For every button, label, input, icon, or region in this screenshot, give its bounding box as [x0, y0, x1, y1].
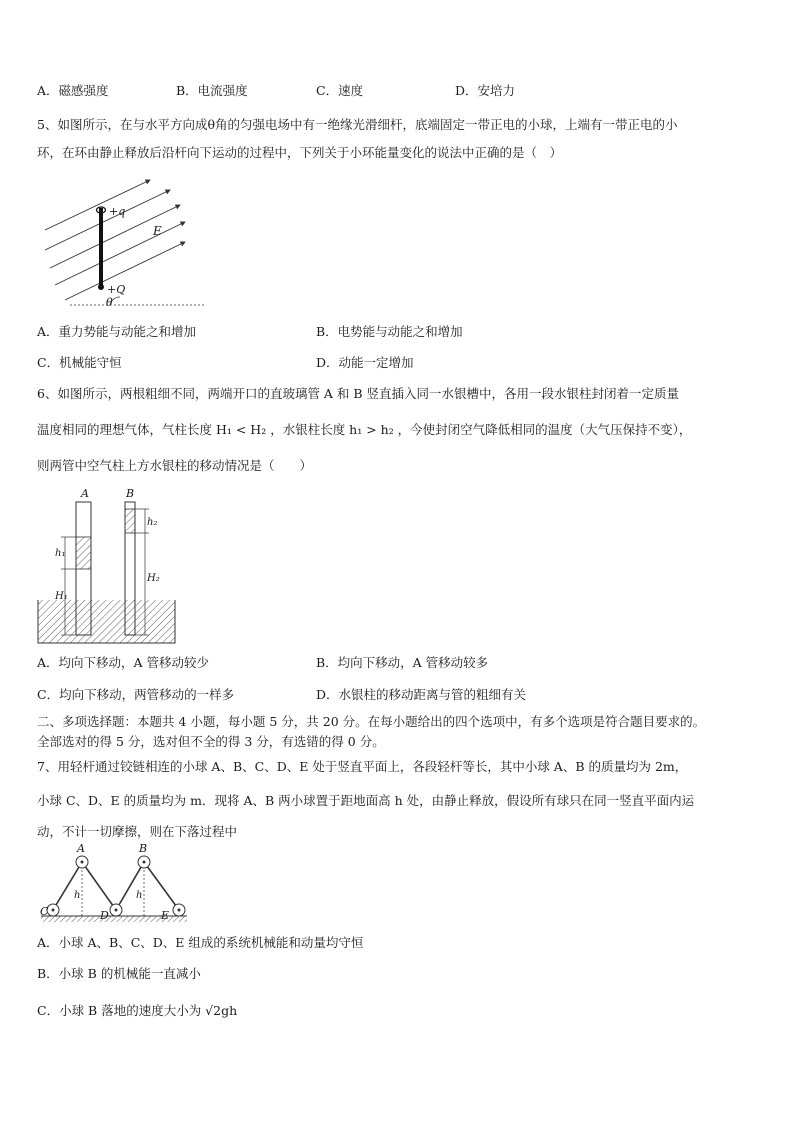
mercury-trough [38, 600, 175, 643]
mercury-column-B [125, 509, 135, 533]
q7-option-b: B．小球 B 的机械能一直减小 [37, 966, 201, 981]
section2-line2: 全部选对的得 5 分，选对但不全的得 3 分，有选错的得 0 分。 [37, 734, 385, 749]
label-B: B [139, 842, 148, 855]
q7-stem-line3: 动，不计一切摩擦，则在下落过程中 [37, 824, 238, 839]
q5-option-b: B．电势能与动能之和增加 [316, 324, 463, 339]
label-A: A [77, 842, 85, 855]
q5-option-a: A．重力势能与动能之和增加 [37, 324, 197, 339]
label-H1: H₁ [55, 591, 68, 602]
electric-field-lines [45, 180, 185, 300]
q6-option-c: C．均向下移动，两管移动的一样多 [37, 687, 235, 702]
label-C: C [40, 905, 49, 918]
insulating-rod [99, 208, 103, 286]
q5-stem-line1: 5、如图所示，在与水平方向成θ角的匀强电场中有一绝缘光滑细杆，底端固定一带正电的小球，上端有一带正电的小 [37, 117, 678, 132]
mercury-column-A [76, 537, 91, 569]
q6-option-a: A．均向下移动，A 管移动较少 [37, 655, 210, 670]
q5-option-c: C．机械能守恒 [37, 355, 122, 370]
q7-figure [37, 843, 192, 925]
label-q: +q [109, 205, 126, 218]
q6-option-d: D．水银柱的移动距离与管的粗细有关 [316, 687, 527, 702]
label-D: D [100, 909, 109, 922]
label-tube-A: A [81, 487, 89, 500]
q5-figure [40, 175, 210, 310]
label-h2: h₂ [147, 517, 158, 528]
label-h-right: h [136, 890, 143, 901]
label-E: E [153, 224, 162, 238]
section2-line1: 二、多项选择题：本题共 4 小题，每小题 5 分，共 20 分。在每小题给出的四个选项中，有多个选项是符合题目要求的。 [37, 714, 706, 729]
q7-stem-line1: 7、用轻杆通过铰链相连的小球 A、B、C、D、E 处于竖直平面上，各段轻杆等长，其中小球 A、B 的质量均为 2m， [37, 759, 688, 774]
q6-stem-line1: 6、如图所示，两根粗细不同，两端开口的直玻璃管 A 和 B 竖直插入同一水银槽中，各用一段水银柱封闭着一定质量 [37, 386, 680, 401]
ball-q [98, 284, 104, 290]
label-H2: H₂ [147, 573, 160, 584]
q4-option-d: D．安培力 [455, 83, 516, 98]
q6-stem-line2: 温度相同的理想气体，气柱长度 H₁ < H₂ ，水银柱长度 h₁ > h₂ ，今使封闭空气降低相同的温度（大气压保持不变）， [37, 422, 692, 437]
q4-option-a: A．磁感强度 [37, 83, 109, 98]
label-h1: h₁ [55, 548, 66, 559]
q5-stem-line2: 环，在环由静止释放后沿杆向下运动的过程中，下列关于小环能量变化的说法中正确的是（ ） [37, 145, 563, 160]
label-h-left: h [74, 890, 81, 901]
label-tube-B: B [126, 487, 135, 500]
q4-option-b: B．电流强度 [176, 83, 248, 98]
q7-option-a: A．小球 A、B、C、D、E 组成的系统机械能和动量均守恒 [37, 935, 364, 950]
q7-stem-line2: 小球 C、D、E 的质量均为 m．现将 A、B 两小球置于距地面高 h 处，由静止释放，假设所有球只在同一竖直平面内运 [37, 793, 695, 808]
q6-stem-line3: 则两管中空气柱上方水银柱的移动情况是（ ） [37, 458, 313, 473]
q5-option-d: D．动能一定增加 [316, 355, 414, 370]
label-theta: θ [106, 296, 113, 309]
q7-option-c: C．小球 B 落地的速度大小为 √2gh [37, 1003, 238, 1018]
q6-option-b: B．均向下移动，A 管移动较多 [316, 655, 489, 670]
label-Q: +Q [107, 283, 126, 296]
label-E: E [161, 909, 170, 922]
rods [53, 862, 179, 910]
q4-option-c: C．速度 [316, 83, 364, 98]
q6-figure [37, 485, 177, 645]
